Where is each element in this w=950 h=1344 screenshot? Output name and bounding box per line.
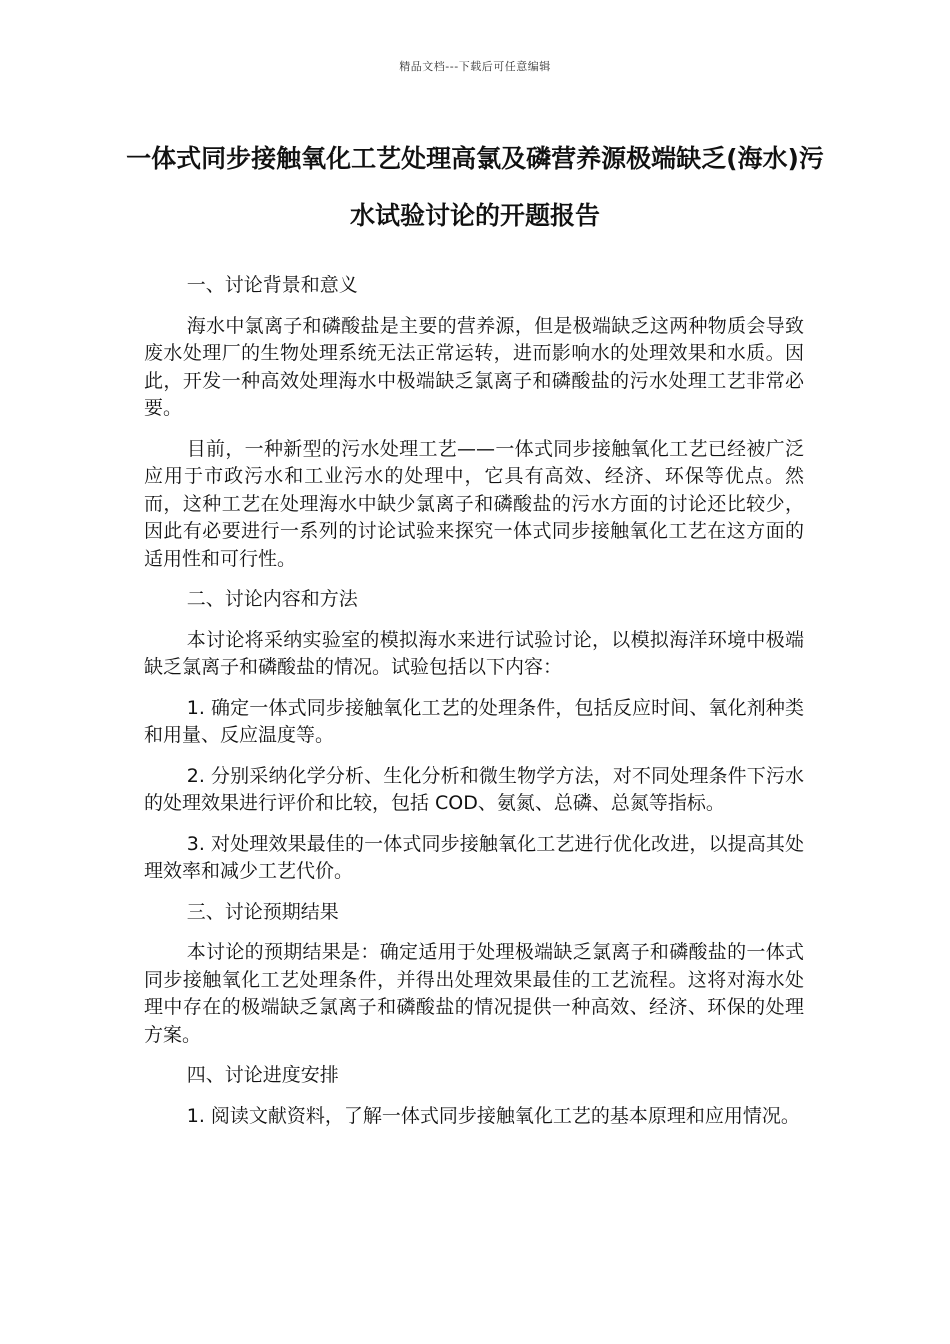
list-item: 1. 阅读文献资料，了解一体式同步接触氧化工艺的基本原理和应用情况。 — [186, 1104, 800, 1127]
header-note: 精品文档---下载后可任意编辑 — [399, 60, 551, 73]
list-item: 2. 分别采纳化学分析、生化分析和微生物学方法，对不同处理条件下污水的处理效果进行评价和比较，包括 COD、氨氮、总磷、总氮等指标。 — [144, 764, 804, 814]
paragraph: 目前，一种新型的污水处理工艺——一体式同步接触氧化工艺已经被广泛应用于市政污水和工业污水的处理中，它具有高效、经济、环保等优点。然而，这种工艺在处理海水中缺少氯离子和磷酸盐的污水方面的讨论还比较少，因此有必要进行一系列的讨论试验来探究一体式同步接触氧化工艺在这方面的适用性和可行性。 — [144, 437, 804, 570]
section-heading-background: 一、讨论背景和意义 — [186, 274, 358, 296]
list-item: 3. 对处理效果最佳的一体式同步接触氧化工艺进行优化改进，以提高其处理效率和减少工艺代价。 — [144, 832, 804, 882]
list-item: 1. 确定一体式同步接触氧化工艺的处理条件，包括反应时间、氧化剂种类和用量、反应温度等。 — [144, 696, 804, 746]
section-heading-schedule: 四、讨论进度安排 — [186, 1064, 339, 1086]
paragraph: 海水中氯离子和磷酸盐是主要的营养源，但是极端缺乏这两种物质会导致废水处理厂的生物处理系统无法正常运转，进而影响水的处理效果和水质。因此，开发一种高效处理海水中极端缺乏氯离子和磷酸盐的污水处理工艺非常必要。 — [144, 314, 804, 419]
paragraph: 本讨论的预期结果是：确定适用于处理极端缺乏氯离子和磷酸盐的一体式同步接触氧化工艺处理条件，并得出处理效果最佳的工艺流程。这将对海水处理中存在的极端缺乏氯离子和磷酸盐的情况提供一种高效、经济、环保的处理方案。 — [144, 941, 804, 1046]
paragraph: 本讨论将采纳实验室的模拟海水来进行试验讨论，以模拟海洋环境中极端缺乏氯离子和磷酸盐的情况。试验包括以下内容： — [144, 628, 804, 678]
document-body — [144, 272, 804, 1143]
section-heading-content-method: 二、讨论内容和方法 — [186, 588, 358, 610]
document-title: 一体式同步接触氧化工艺处理高氯及磷营养源极端缺乏(海水)污水试验讨论的开题报告 — [126, 144, 824, 230]
section-heading-expected-results: 三、讨论预期结果 — [186, 900, 339, 923]
